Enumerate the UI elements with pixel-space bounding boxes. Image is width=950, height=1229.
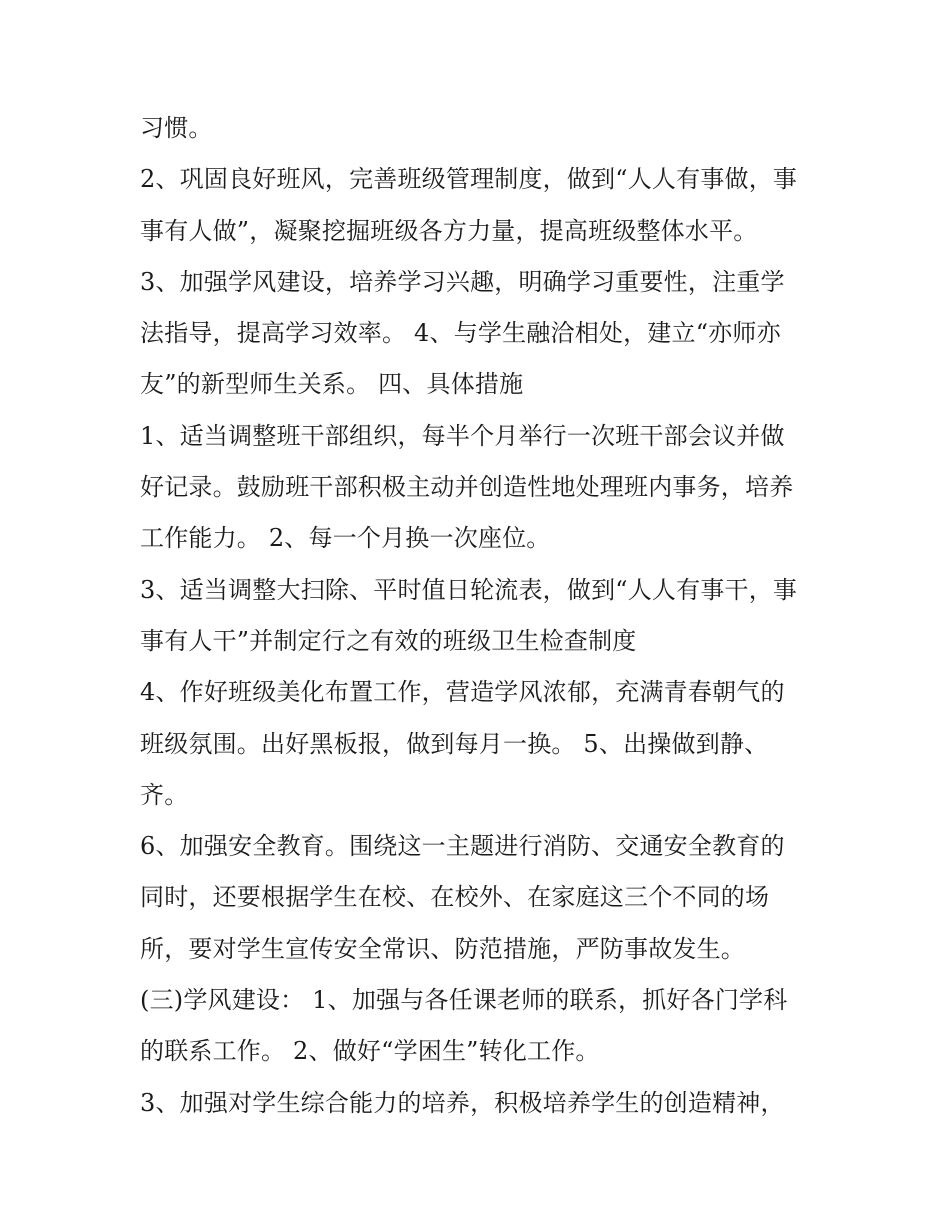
text-line: 的联系工作。 2、做好“学困生”转化工作。 (140, 1037, 600, 1066)
text-line: 法指导，提高学习效率。 4、与学生融洽相处，建立“亦师亦 (140, 319, 781, 348)
text-line: 事有人干”并制定行之有效的班级卫生检查制度 (140, 626, 637, 655)
text-line: 3、加强对学生综合能力的培养，积极培养学生的创造精神， (140, 1088, 785, 1117)
text-line: 1、适当调整班干部组织，每半个月举行一次班干部会议并做 (140, 421, 785, 450)
text-line: 2、巩固良好班风，完善班级管理制度，做到“人人有事做，事 (140, 165, 798, 194)
text-line: 齐。 (140, 780, 189, 809)
text-line: 事有人做”，凝聚挖掘班级各方力量，提高班级整体水平。 (140, 216, 758, 245)
text-line: 3、适当调整大扫除、平时值日轮流表，做到“人人有事干，事 (140, 575, 798, 604)
text-line: 习惯。 (140, 114, 213, 142)
text-line: 友”的新型师生关系。 四、具体措施 (140, 370, 524, 399)
text-line: 3、加强学风建设，培养学习兴趣，明确学习重要性，注重学 (140, 267, 785, 296)
text-line: 班级氛围。出好黑板报，做到每月一换。 5、出操做到静、 (140, 729, 769, 758)
body-text (140, 103, 820, 1129)
text-line: (三)学风建设： 1、加强与各任课老师的联系，抓好各门学科 (140, 986, 788, 1015)
text-line: 4、作好班级美化布置工作，营造学风浓郁，充满青春朝气的 (140, 678, 785, 707)
text-line: 所，要对学生宣传安全常识、防范措施，严防事故发生。 (140, 934, 745, 963)
text-line: 6、加强安全教育。围绕这一主题进行消防、交通安全教育的 (140, 832, 785, 861)
text-line: 好记录。鼓励班干部积极主动并创造性地处理班内事务，培养 (140, 473, 794, 502)
text-line: 工作能力。 2、每一个月换一次座位。 (140, 524, 551, 553)
text-line: 同时，还要根据学生在校、在校外、在家庭这三个不同的场 (140, 883, 770, 912)
